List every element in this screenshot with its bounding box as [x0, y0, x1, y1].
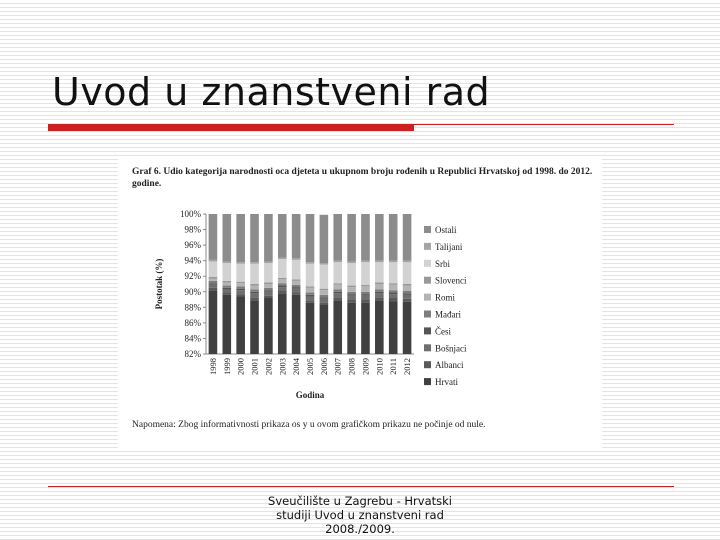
bar-segment-ostali: [320, 215, 329, 263]
bar-segment-talijani: [389, 261, 398, 263]
legend-label: Slovenci: [435, 275, 467, 286]
y-tick-label: 88%: [184, 302, 201, 313]
y-tick-label: 94%: [184, 255, 201, 266]
bar-segment-mađari: [333, 289, 342, 291]
bar-segment-ostali: [209, 214, 218, 260]
bar-segment-romi: [209, 279, 218, 281]
bar-segment-ostali: [306, 214, 315, 262]
bar-segment-slovenci: [236, 282, 245, 284]
x-tick-label: 2011: [388, 358, 399, 375]
bar-segment-hrvati: [347, 303, 356, 354]
bar-segment-bošnjaci: [223, 289, 232, 292]
bar-segment-ostali: [292, 214, 301, 258]
bar-segment-srbi: [375, 262, 384, 282]
bar-segment-albanci: [389, 298, 398, 301]
bar-segment-hrvati: [278, 293, 287, 354]
legend-swatch: [424, 344, 431, 351]
bar-segment-mađari: [236, 286, 245, 288]
bar-segment-hrvati: [389, 301, 398, 354]
bar-segment-česi: [209, 283, 218, 285]
bar-segment-albanci: [223, 293, 232, 295]
bar-segment-hrvati: [361, 303, 370, 354]
bar-segment-srbi: [361, 262, 370, 285]
legend-label: Hrvati: [435, 377, 458, 388]
bar-segment-ostali: [250, 214, 259, 262]
bar-segment-albanci: [306, 300, 315, 302]
bar-segment-albanci: [347, 300, 356, 303]
bar-segment-bošnjaci: [320, 299, 329, 303]
x-tick-label: 2008: [346, 358, 357, 375]
bar-segment-romi: [347, 287, 356, 292]
legend-swatch: [424, 294, 431, 301]
bar-segment-bošnjaci: [292, 289, 301, 293]
y-tick-label: 98%: [184, 224, 201, 235]
legend-label: Talijani: [435, 241, 463, 252]
bar-segment-ostali: [389, 214, 398, 261]
bar-segment-hrvati: [375, 300, 384, 354]
bar-segment-mađari: [403, 291, 412, 293]
legend-label: Romi: [435, 292, 456, 303]
bar-segment-slovenci: [223, 281, 232, 283]
legend-label: Česi: [435, 326, 452, 337]
bar-segment-hrvati: [250, 300, 259, 354]
title-accent-bar: [48, 124, 414, 131]
bar-segment-mađari: [347, 292, 356, 294]
bar-segment-bošnjaci: [278, 287, 287, 291]
x-tick-label: 2012: [402, 358, 413, 375]
bar-segment-romi: [250, 286, 259, 290]
bar-segment-albanci: [361, 300, 370, 303]
bar-segment-bošnjaci: [209, 285, 218, 288]
legend-swatch: [424, 361, 431, 368]
legend-label: Bošnjaci: [435, 343, 467, 354]
bar-segment-hrvati: [292, 295, 301, 354]
stacked-bar-chart: [118, 158, 602, 450]
bar-segment-hrvati: [403, 302, 412, 354]
legend-label: Albanci: [435, 360, 464, 371]
y-tick-label: 82%: [184, 349, 201, 359]
bar-segment-slovenci: [264, 282, 273, 284]
title-underline: [414, 124, 674, 125]
bar-segment-česi: [320, 297, 329, 299]
bar-segment-mađari: [223, 286, 232, 288]
bar-segment-mađari: [292, 285, 301, 287]
bar-segment-srbi: [389, 262, 398, 283]
bar-segment-albanci: [320, 303, 329, 305]
bar-segment-talijani: [278, 258, 287, 260]
bar-segment-česi: [236, 289, 245, 291]
bar-segment-slovenci: [389, 283, 398, 285]
legend-swatch: [424, 260, 431, 267]
bar-segment-albanci: [375, 297, 384, 300]
bar-segment-romi: [278, 279, 287, 283]
bar-segment-slovenci: [375, 282, 384, 284]
bar-segment-ostali: [347, 214, 356, 261]
bar-segment-albanci: [250, 297, 259, 300]
bar-segment-albanci: [264, 296, 273, 298]
bar-segment-srbi: [250, 264, 259, 284]
bar-segment-ostali: [264, 214, 273, 261]
legend-label: Mađari: [435, 309, 461, 320]
bar-segment-talijani: [403, 261, 412, 263]
x-tick-label: 1999: [221, 358, 232, 375]
bar-segment-mađari: [250, 289, 259, 291]
bar-segment-bošnjaci: [306, 296, 315, 300]
bar-segment-talijani: [236, 262, 245, 264]
bar-segment-slovenci: [333, 283, 342, 285]
y-tick-label: 84%: [184, 333, 201, 344]
bar-segment-bošnjaci: [250, 293, 259, 297]
bar-segment-česi: [223, 288, 232, 290]
bar-segment-talijani: [375, 261, 384, 263]
bar-segment-bošnjaci: [236, 290, 245, 294]
bar-segment-slovenci: [278, 278, 287, 280]
bar-segment-talijani: [333, 261, 342, 263]
y-tick-label: 96%: [184, 240, 201, 251]
bar-segment-slovenci: [292, 279, 301, 281]
bar-segment-romi: [320, 290, 329, 295]
bar-segment-romi: [403, 286, 412, 291]
footer-line: Sveučilište u Zagrebu - Hrvatski: [268, 494, 452, 508]
chart-figure: [118, 158, 602, 450]
bar-segment-bošnjaci: [403, 295, 412, 299]
bar-segment-česi: [347, 294, 356, 296]
bar-segment-srbi: [223, 263, 232, 281]
slide-title: Uvod u znanstveni rad: [52, 70, 491, 114]
bar-segment-bošnjaci: [333, 293, 342, 297]
bar-segment-mađari: [278, 283, 287, 285]
footer-line: 2008./2009.: [325, 522, 395, 536]
footer-line: studiji Uvod u znanstveni rad: [276, 508, 444, 522]
bar-segment-česi: [389, 293, 398, 295]
legend-swatch: [424, 226, 431, 233]
bar-segment-ostali: [361, 214, 370, 261]
bar-segment-romi: [264, 284, 273, 288]
bar-segment-slovenci: [306, 286, 315, 288]
x-tick-label: 2007: [332, 358, 343, 375]
bar-segment-česi: [292, 287, 301, 289]
bar-segment-česi: [333, 292, 342, 294]
y-tick-label: 100%: [180, 209, 201, 219]
bar-segment-ostali: [333, 214, 342, 261]
bar-segment-romi: [389, 285, 398, 290]
bar-segment-mađari: [264, 288, 273, 290]
bar-segment-romi: [375, 284, 384, 289]
bar-segment-ostali: [236, 214, 245, 262]
x-tick-label: 2005: [305, 358, 315, 375]
bar-segment-hrvati: [264, 298, 273, 354]
bar-segment-talijani: [361, 261, 370, 263]
bar-segment-talijani: [292, 258, 301, 260]
bar-segment-talijani: [223, 261, 232, 263]
footer-divider: [48, 486, 674, 487]
bar-segment-srbi: [306, 264, 315, 287]
x-tick-label: 2009: [360, 358, 371, 375]
bar-segment-ostali: [223, 214, 232, 261]
bar-segment-srbi: [236, 264, 245, 282]
x-tick-label: 2003: [277, 358, 288, 375]
bar-segment-slovenci: [361, 285, 370, 287]
bar-segment-bošnjaci: [361, 296, 370, 300]
x-tick-label: 2000: [235, 358, 246, 375]
bar-segment-česi: [306, 295, 315, 297]
figure-note: Napomena: Zbog informativnosti prikaza os y u ovom grafičkom prikazu ne počinje od nule.: [132, 420, 486, 430]
bar-segment-slovenci: [347, 286, 356, 288]
legend-swatch: [424, 378, 431, 385]
bar-segment-mađari: [361, 292, 370, 294]
bar-segment-albanci: [236, 294, 245, 296]
x-tick-label: 2002: [263, 358, 274, 375]
bar-segment-srbi: [333, 262, 342, 283]
bar-segment-česi: [264, 290, 273, 292]
bar-segment-hrvati: [223, 295, 232, 354]
bar-segment-mađari: [306, 293, 315, 295]
bar-segment-bošnjaci: [264, 292, 273, 296]
x-tick-label: 2004: [291, 358, 302, 375]
bar-segment-romi: [361, 286, 370, 291]
bar-segment-romi: [292, 281, 301, 285]
bar-segment-ostali: [375, 214, 384, 261]
bar-segment-ostali: [278, 214, 287, 258]
x-tick-label: 2010: [374, 358, 385, 375]
bar-segment-albanci: [333, 297, 342, 300]
bar-segment-srbi: [264, 263, 273, 282]
bar-segment-hrvati: [209, 290, 218, 354]
x-tick-label: 2001: [249, 358, 260, 375]
bar-segment-mađari: [375, 289, 384, 291]
legend-label: Ostali: [435, 225, 457, 235]
bar-segment-srbi: [320, 265, 329, 289]
bar-segment-romi: [306, 288, 315, 293]
bar-segment-slovenci: [403, 284, 412, 286]
bar-segment-talijani: [320, 263, 329, 265]
x-axis-title: Godina: [295, 390, 325, 400]
bar-segment-romi: [236, 283, 245, 286]
bar-segment-srbi: [292, 260, 301, 279]
y-tick-label: 90%: [184, 286, 201, 297]
y-tick-label: 92%: [184, 271, 201, 282]
bar-segment-česi: [278, 286, 287, 288]
bar-segment-slovenci: [209, 277, 218, 279]
bar-segment-albanci: [278, 291, 287, 293]
bar-segment-albanci: [292, 293, 301, 295]
bar-segment-bošnjaci: [347, 296, 356, 300]
bar-segment-romi: [223, 282, 232, 285]
bar-segment-romi: [333, 285, 342, 290]
bar-segment-srbi: [403, 262, 412, 284]
x-tick-label: 2006: [318, 358, 329, 375]
bar-segment-mađari: [389, 290, 398, 292]
legend-swatch: [424, 311, 431, 318]
bar-segment-talijani: [209, 260, 218, 262]
y-tick-label: 86%: [184, 317, 201, 328]
bar-segment-srbi: [278, 259, 287, 278]
bar-segment-česi: [403, 293, 412, 295]
legend-swatch: [424, 243, 431, 250]
legend-swatch: [424, 277, 431, 284]
bar-segment-bošnjaci: [389, 294, 398, 298]
bar-segment-albanci: [209, 288, 218, 290]
bar-segment-hrvati: [333, 300, 342, 354]
bar-segment-talijani: [347, 261, 356, 263]
bar-segment-mađari: [209, 281, 218, 283]
slide-footer: [235, 494, 485, 536]
bar-segment-slovenci: [320, 289, 329, 291]
bar-segment-talijani: [250, 262, 259, 264]
bar-segment-talijani: [306, 262, 315, 264]
y-axis-title: Postotak (%): [154, 258, 164, 310]
bar-segment-albanci: [403, 299, 412, 302]
bar-segment-mađari: [320, 295, 329, 297]
bar-segment-česi: [375, 292, 384, 294]
bar-segment-hrvati: [320, 305, 329, 354]
x-tick-label: 1998: [207, 358, 218, 375]
figure-title: Graf 6. Udio kategorija narodnosti oca djeteta u ukupnom broju rođenih u Republici Hrvatskoj od 1998. do 2012. godine.: [132, 167, 593, 189]
bar-segment-slovenci: [250, 284, 259, 286]
bar-segment-srbi: [209, 261, 218, 277]
bar-segment-česi: [250, 292, 259, 294]
bar-segment-hrvati: [306, 303, 315, 354]
bar-segment-bošnjaci: [375, 293, 384, 297]
bar-segment-česi: [361, 294, 370, 296]
bar-segment-srbi: [347, 263, 356, 286]
bar-segment-hrvati: [236, 296, 245, 354]
bar-segment-ostali: [403, 214, 412, 261]
bar-segment-talijani: [264, 261, 273, 263]
legend-label: Srbi: [435, 258, 451, 269]
legend-swatch: [424, 327, 431, 334]
